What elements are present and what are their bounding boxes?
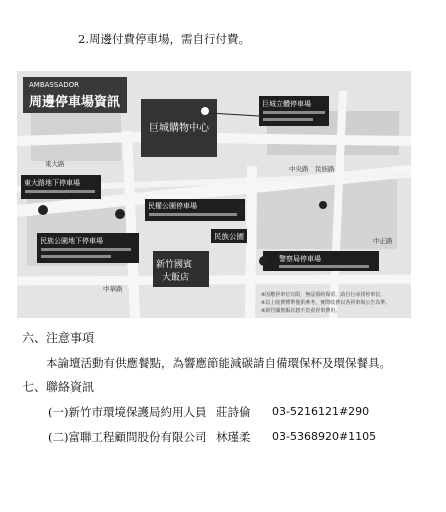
road: [250, 166, 252, 318]
contact-org: (一)新竹市環境保護局約用人員: [48, 405, 207, 419]
parking-marker: [235, 204, 245, 214]
contact-phone: 03-5216121#290: [272, 405, 370, 418]
contact-phone: 03-5368920#1105: [272, 430, 377, 443]
section-heading: 七、聯絡資訊: [22, 380, 95, 394]
callout-label: 東大路地下停車場: [24, 179, 80, 187]
parking-marker: [259, 256, 269, 266]
callout-label: 民族公園地下停車場: [40, 237, 103, 245]
parking-note: 2.周邊付費停車場，需自行付費。: [78, 32, 250, 46]
mall-label: 巨城購物中心: [149, 123, 209, 134]
section-body: 本論壇活動有供應餐點，為響應節能減碳請自備環保杯及環保餐具。: [46, 356, 391, 370]
road-label: 中正路: [373, 237, 393, 245]
parking-marker: [115, 209, 125, 219]
contact-person: 林瑾柔: [216, 430, 251, 444]
map-note: ※以上收費標準僅供參考，實際收費以各停車場公告為準。: [261, 300, 391, 306]
road-label: 中央路: [289, 165, 309, 173]
map-brand: AMBASSADOR: [29, 81, 79, 89]
map-note: ※新竹國賓飯店恕不負責停車費用。: [261, 308, 341, 314]
parking-map: [17, 71, 411, 318]
section-heading: 六、注意事項: [22, 331, 95, 345]
callout-label: 民權公園停車場: [148, 202, 197, 210]
parking-marker: [319, 201, 327, 209]
callout-label: 警察局停車場: [279, 255, 321, 263]
map-title: 周邊停車場資訊: [29, 95, 121, 110]
contact-org: (二)富聯工程顧問股份有限公司: [48, 430, 207, 444]
parking-marker: [38, 205, 48, 215]
road-label: 東大路: [45, 160, 65, 168]
parking-marker: [201, 107, 209, 115]
park-label: 民族公園: [214, 232, 244, 241]
map-note: ※因應停車位有限，無法預約保留，請自行尋找停車位。: [261, 292, 386, 298]
road-label: 民族路: [315, 165, 335, 173]
road: [17, 279, 411, 281]
callout-label: 巨城立體停車場: [262, 100, 311, 108]
contact-person: 莊詩倫: [216, 405, 251, 419]
road-label: 中華路: [103, 285, 123, 293]
svg-text:大飯店: 大飯店: [162, 273, 190, 283]
hotel-label: 新竹國賓: [156, 260, 193, 270]
